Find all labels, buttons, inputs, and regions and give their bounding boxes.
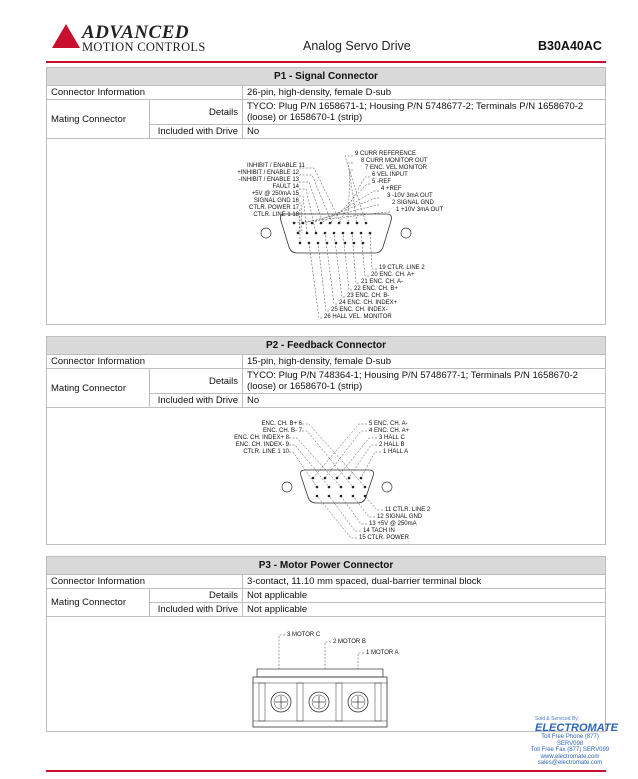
p1-conn-info-label: Connector Information: [47, 86, 243, 100]
p2-pin-11: 11 CTLR. LINE 2: [385, 507, 431, 513]
p2-included-value: No: [243, 394, 606, 408]
p1-pin-5: 5 -REF: [372, 179, 392, 185]
amc-logo: [52, 22, 212, 56]
p2-pin-5: 5 ENC. CH. A-: [369, 421, 408, 427]
distributor-email-link[interactable]: sales@electromate.com: [537, 760, 603, 767]
p1-pin-26: 26 HALL VEL. MONITOR: [324, 314, 392, 320]
p1-pin-15: +5V @ 250mA 15: [251, 191, 299, 197]
p1-pin-8: 8 CURR MONITOR OUT: [361, 158, 428, 164]
p3-details-value: Not applicable: [243, 589, 606, 603]
p1-pin-20: 20 ENC. CH. A+: [371, 272, 415, 278]
p1-pin-23: 23 ENC. CH. B-: [347, 293, 390, 299]
p1-pin-1: 1 +10V 3mA OUT: [396, 207, 444, 213]
page-header: [0, 0, 638, 62]
p1-pin-6: 6 VEL INPUT: [372, 172, 408, 178]
p1-pin-24: 24 ENC. CH. INDEX+: [339, 300, 398, 306]
screw-terminal-icon: [271, 692, 368, 712]
p1-pin-7: 7 ENC. VEL MONITOR: [365, 165, 428, 171]
distributor-phone: Toll Free Phone (877) SERV098: [541, 734, 599, 747]
p1-pin-2: 2 SIGNAL GND: [392, 200, 434, 206]
distributor-fax: Toll Free Fax (877) SERV099: [530, 747, 610, 754]
p1-pin-16: SIGNAL GND 16: [253, 198, 299, 204]
p1-info-table: [47, 86, 605, 139]
distributor-contact: [528, 734, 612, 767]
p3-terminal-1: 1 MOTOR A: [366, 650, 399, 656]
p3-conn-info-value: 3-contact, 11.10 mm spaced, dual-barrier terminal block: [243, 575, 606, 589]
p1-pin-13: -INHIBIT / ENABLE 13: [238, 177, 299, 183]
p2-pin-2: 2 HALL B: [379, 442, 405, 448]
p3-terminal-2: 2 MOTOR B: [333, 639, 366, 645]
p1-pin-18: CTLR. LINE 1 18: [253, 212, 299, 218]
p2-connector-drawing: [47, 408, 605, 558]
p2-pin-3: 3 HALL C: [379, 435, 405, 441]
model-number: B30A40AC: [538, 39, 602, 53]
p1-details-value: TYCO: Plug P/N 1658671-1; Housing P/N 5748677-2; Terminals P/N 1658670-2 (loose) or 1658670-1 (strip): [243, 100, 606, 125]
p1-mating-label: Mating Connector: [47, 100, 150, 139]
sold-by-label: Sold & Serviced By:: [535, 716, 580, 722]
p3-title: P3 - Motor Power Connector: [47, 557, 605, 575]
p3-conn-info-label: Connector Information: [47, 575, 243, 589]
p2-pin-4: 4 ENC. CH. A+: [369, 428, 410, 434]
distributor-name: ELECTROMATE: [535, 722, 618, 734]
p3-terminal-diagram: [47, 617, 605, 740]
p1-pin-19: 19 CTLR. LINE 2: [379, 265, 425, 271]
p2-section: [46, 336, 606, 545]
p2-details-label: Details: [150, 369, 243, 394]
p2-pin-12: 12 SIGNAL GND: [377, 514, 423, 520]
p2-pin-10: CTLR. LINE 1 10: [243, 449, 289, 455]
p3-details-label: Details: [150, 589, 243, 603]
p2-included-label: Included with Drive: [150, 394, 243, 408]
product-name: Analog Servo Drive: [303, 39, 411, 53]
p3-mating-label: Mating Connector: [47, 589, 150, 617]
p2-pin-6: ENC. CH. B+ 6: [261, 421, 302, 427]
p1-pin-9: 9 CURR REFERENCE: [355, 151, 417, 157]
p3-included-label: Included with Drive: [150, 603, 243, 617]
p3-info-table: [47, 575, 605, 617]
p1-pin-4: 4 +REF: [381, 186, 402, 192]
p1-pin-25: 25 ENC. CH. INDEX-: [331, 307, 388, 313]
p2-mating-label: Mating Connector: [47, 369, 150, 408]
p2-pin-14: 14 TACH IN: [363, 528, 395, 534]
p1-section: [46, 67, 606, 325]
p2-conn-info-label: Connector Information: [47, 355, 243, 369]
p2-pin-15: 15 CTLR. POWER: [359, 535, 410, 541]
logo-line2: MOTION CONTROLS: [82, 40, 206, 54]
p1-pinout-diagram: [47, 139, 605, 339]
footer-divider: [46, 770, 606, 772]
p3-terminal-3: 3 MOTOR C: [287, 632, 321, 638]
p2-pinout-diagram: [47, 408, 605, 558]
p2-pin-8: ENC. CH. INDEX+ 8: [234, 435, 289, 441]
p2-pin-13: 13 +5V @ 250mA: [369, 521, 417, 527]
p1-pin-22: 22 ENC. CH. B+: [354, 286, 398, 292]
p1-included-value: No: [243, 125, 606, 139]
p2-pin-1: 1 HALL A: [383, 449, 409, 455]
distributor-web-link[interactable]: www.electromate.com: [540, 753, 600, 760]
p2-pin-9: ENC. CH. INDEX- 9: [235, 442, 289, 448]
p3-terminal-block-drawing: [47, 617, 605, 740]
p2-details-value: TYCO: Plug P/N 748364-1; Housing P/N 5748677-1; Terminals P/N 1658670-2 (loose) or 1658670-1 (strip): [243, 369, 606, 394]
p3-included-value: Not applicable: [243, 603, 606, 617]
logo-triangle-icon: [52, 24, 80, 48]
p1-pin-3: 3 -10V 3mA OUT: [387, 193, 433, 199]
p1-details-label: Details: [150, 100, 243, 125]
distributor-logo: [535, 716, 618, 734]
p2-pin-7: ENC. CH. B- 7: [262, 428, 302, 434]
p1-title: P1 - Signal Connector: [47, 68, 605, 86]
p1-pin-14: FAULT 14: [272, 184, 299, 190]
p1-pin-12: +INHIBIT / ENABLE 12: [237, 170, 299, 176]
p2-title: P2 - Feedback Connector: [47, 337, 605, 355]
logo-line1: ADVANCED: [82, 22, 190, 43]
header-divider: [46, 61, 606, 63]
p2-info-table: [47, 355, 605, 408]
p3-section: [46, 556, 606, 732]
p1-pin-11: INHIBIT / ENABLE 11: [247, 163, 305, 169]
p1-conn-info-value: 26-pin, high-density, female D-sub: [243, 86, 606, 100]
p1-pin-17: CTLR. POWER 17: [248, 205, 299, 211]
p1-connector-drawing: [47, 139, 605, 339]
p1-included-label: Included with Drive: [150, 125, 243, 139]
p2-conn-info-value: 15-pin, high-density, female D-sub: [243, 355, 606, 369]
p1-pin-21: 21 ENC. CH. A-: [361, 279, 404, 285]
